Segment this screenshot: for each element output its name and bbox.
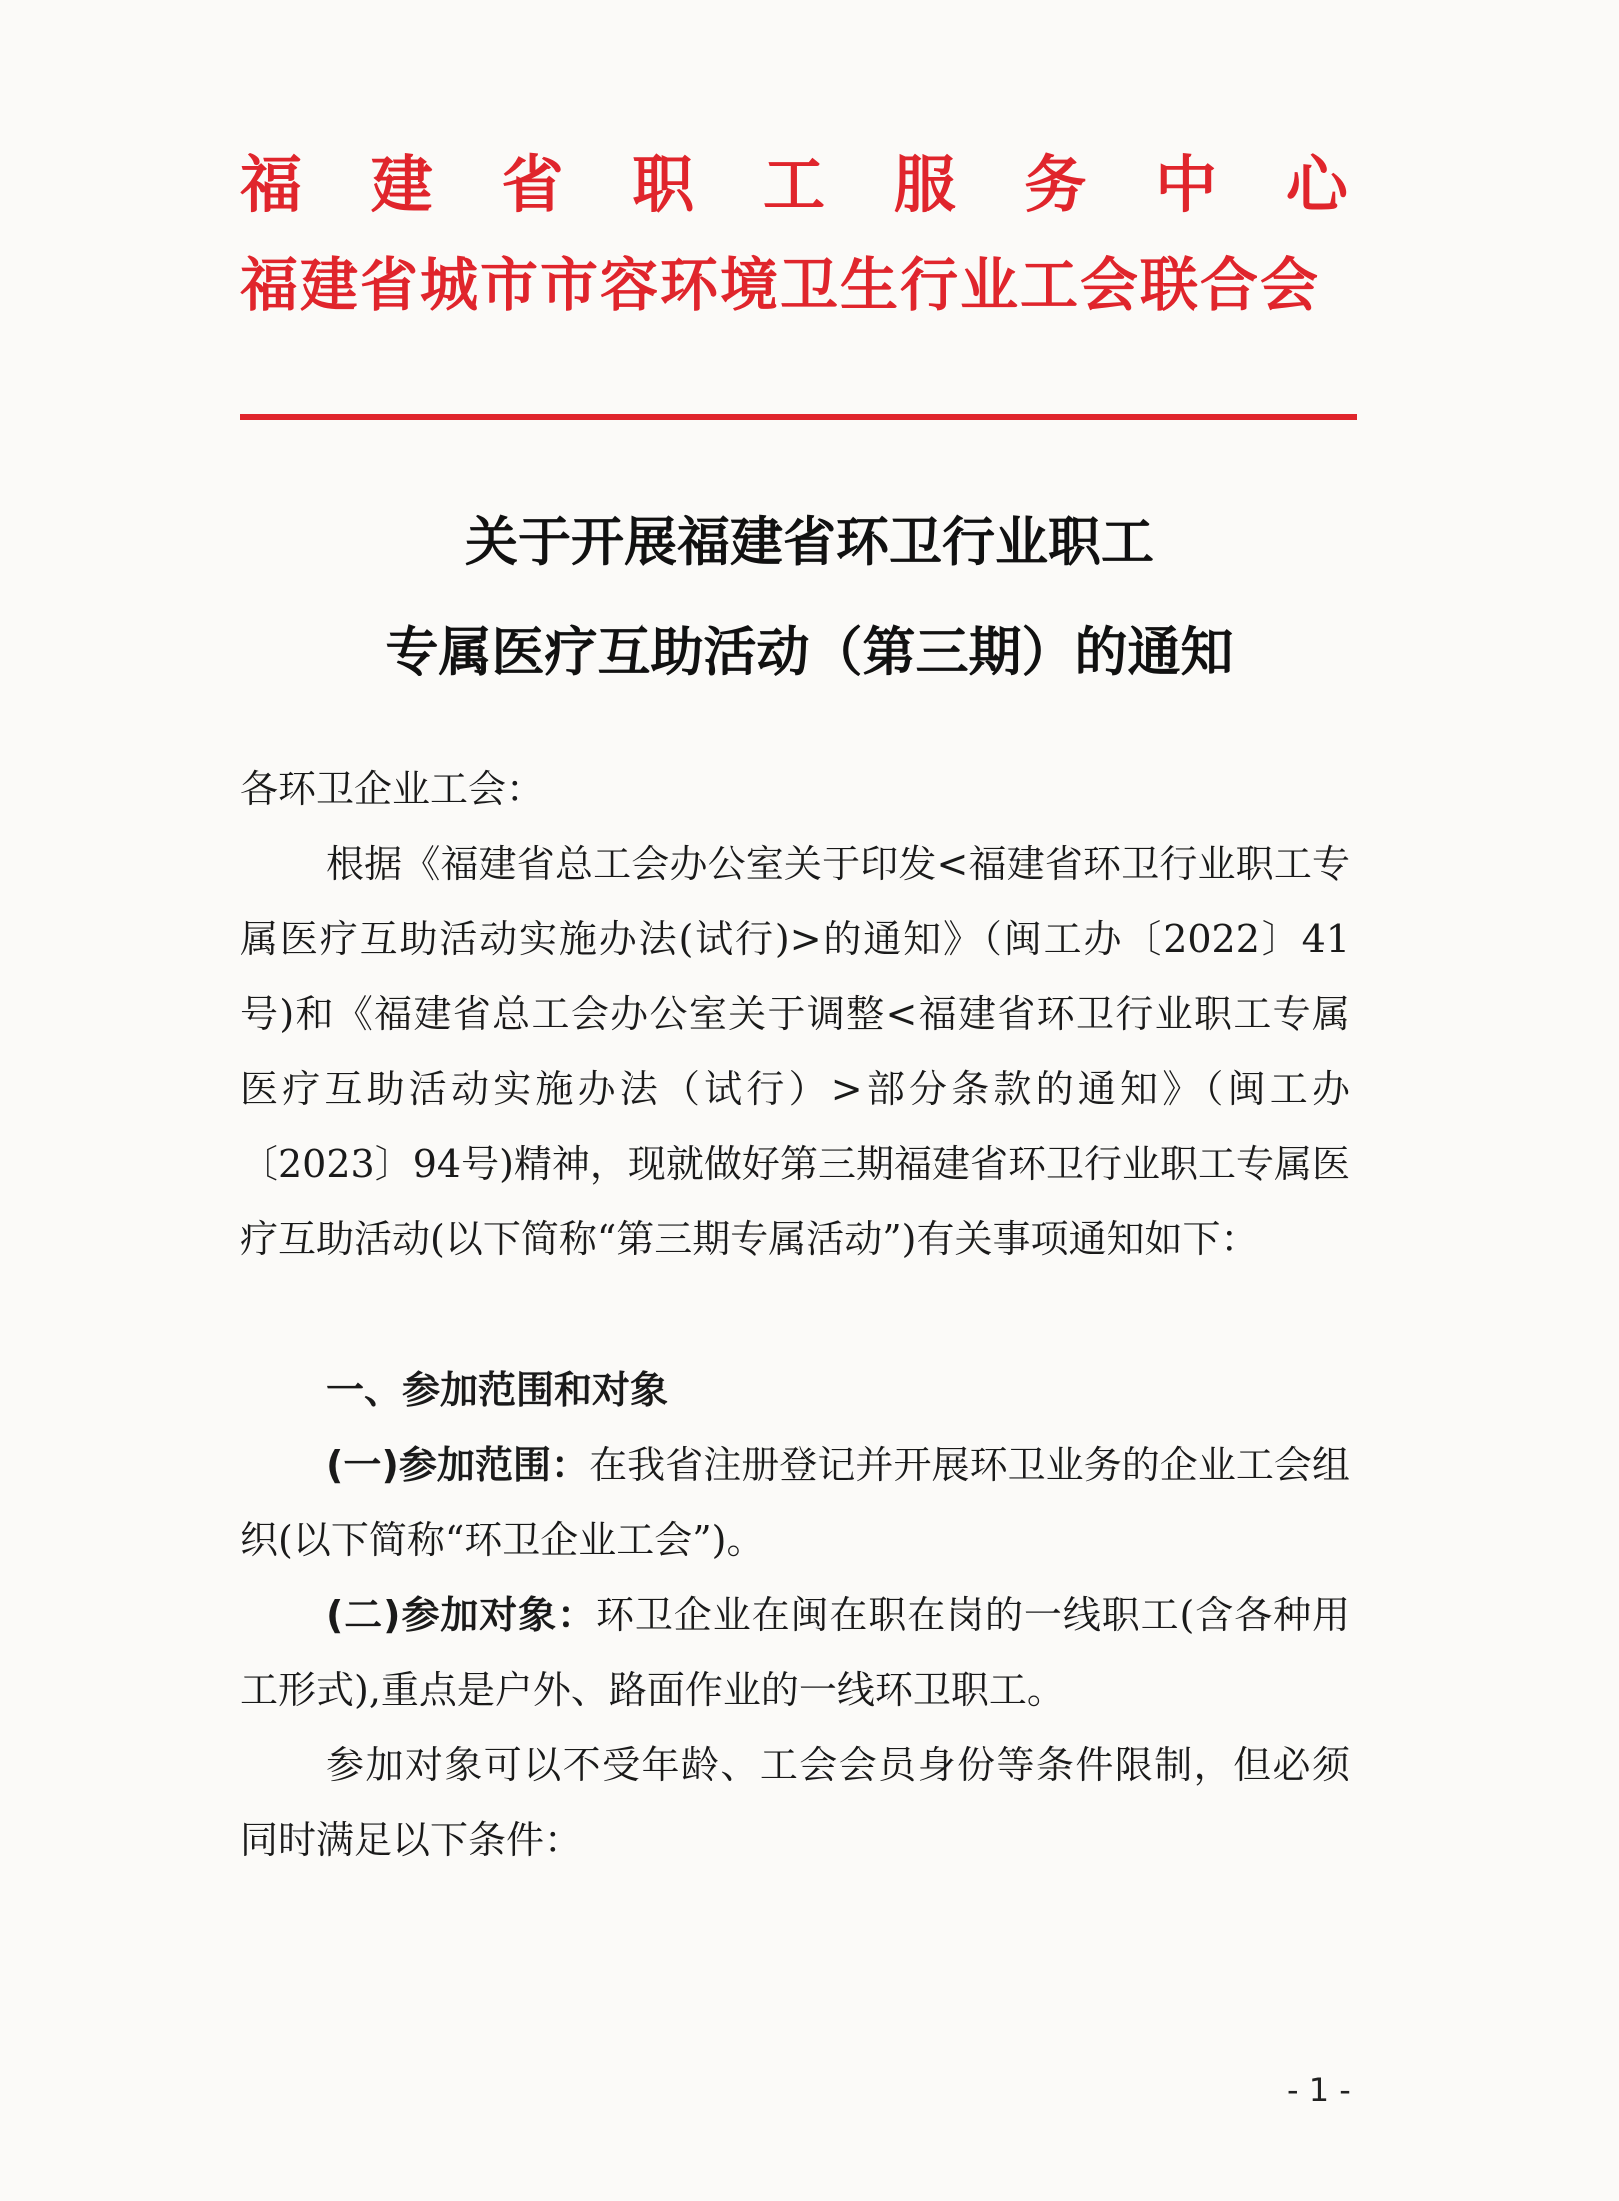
issuing-org-1-char: 省 — [501, 148, 564, 221]
issuing-org-1-char: 职 — [632, 148, 695, 221]
item-1-label: (一)参加范围： — [326, 1443, 590, 1487]
issuing-org-1-char: 务 — [1024, 148, 1087, 221]
document-title-line-1: 关于开展福建省环卫行业职工 — [465, 512, 1154, 573]
issuing-org-1-char: 心 — [1285, 148, 1348, 221]
salutation: 各环卫企业工会： — [240, 767, 545, 811]
document-title-line-2: 专属医疗互助活动（第三期）的通知 — [385, 622, 1234, 683]
item-2-text: 环卫企业在闽在职在岗的一线职工(含各种用工形式),重点是户外、路面作业的一线环卫职工。 — [240, 1593, 1350, 1712]
section-heading-1: 一、参加范围和对象 — [326, 1368, 669, 1412]
issuing-org-1-char: 福 — [240, 148, 303, 221]
intro-paragraph: 根据《福建省总工会办公室关于印发<福建省环卫行业职工专属医疗互助活动实施办法(试行)>的通知》（闽工办〔2022〕41号)和《福建省总工会办公室关于调整<福建省环卫行业职工专属医疗互助活动实施办法（试行）>部分条款的通知》（闽工办〔2023〕94号)精神，现就做好第三期福建省环卫行业职工专属医疗互助活动(以下简称“第三期专属活动”)有关事项通知如下： — [240, 842, 1350, 1261]
item-2-label: (二)参加对象： — [326, 1593, 596, 1637]
issuing-org-1-char: 建 — [370, 148, 433, 221]
header-divider — [240, 414, 1357, 420]
item-1-text: 在我省注册登记并开展环卫业务的企业工会组织(以下简称“环卫企业工会”)。 — [240, 1443, 1350, 1562]
page-number: - 1 - — [1287, 2071, 1351, 2109]
issuing-org-1-char: 中 — [1155, 148, 1218, 221]
conditions-paragraph: 参加对象可以不受年龄、工会会员身份等条件限制，但必须同时满足以下条件： — [240, 1743, 1350, 1862]
item-2-paragraph — [240, 1578, 1350, 1728]
item-1-paragraph — [240, 1428, 1350, 1578]
issuing-org-1-char: 服 — [893, 148, 956, 221]
issuing-org-2: 福建省城市市容环境卫生行业工会联合会 — [240, 251, 1321, 319]
issuing-org-1 — [240, 145, 1348, 225]
issuing-org-1-char: 工 — [762, 148, 825, 221]
